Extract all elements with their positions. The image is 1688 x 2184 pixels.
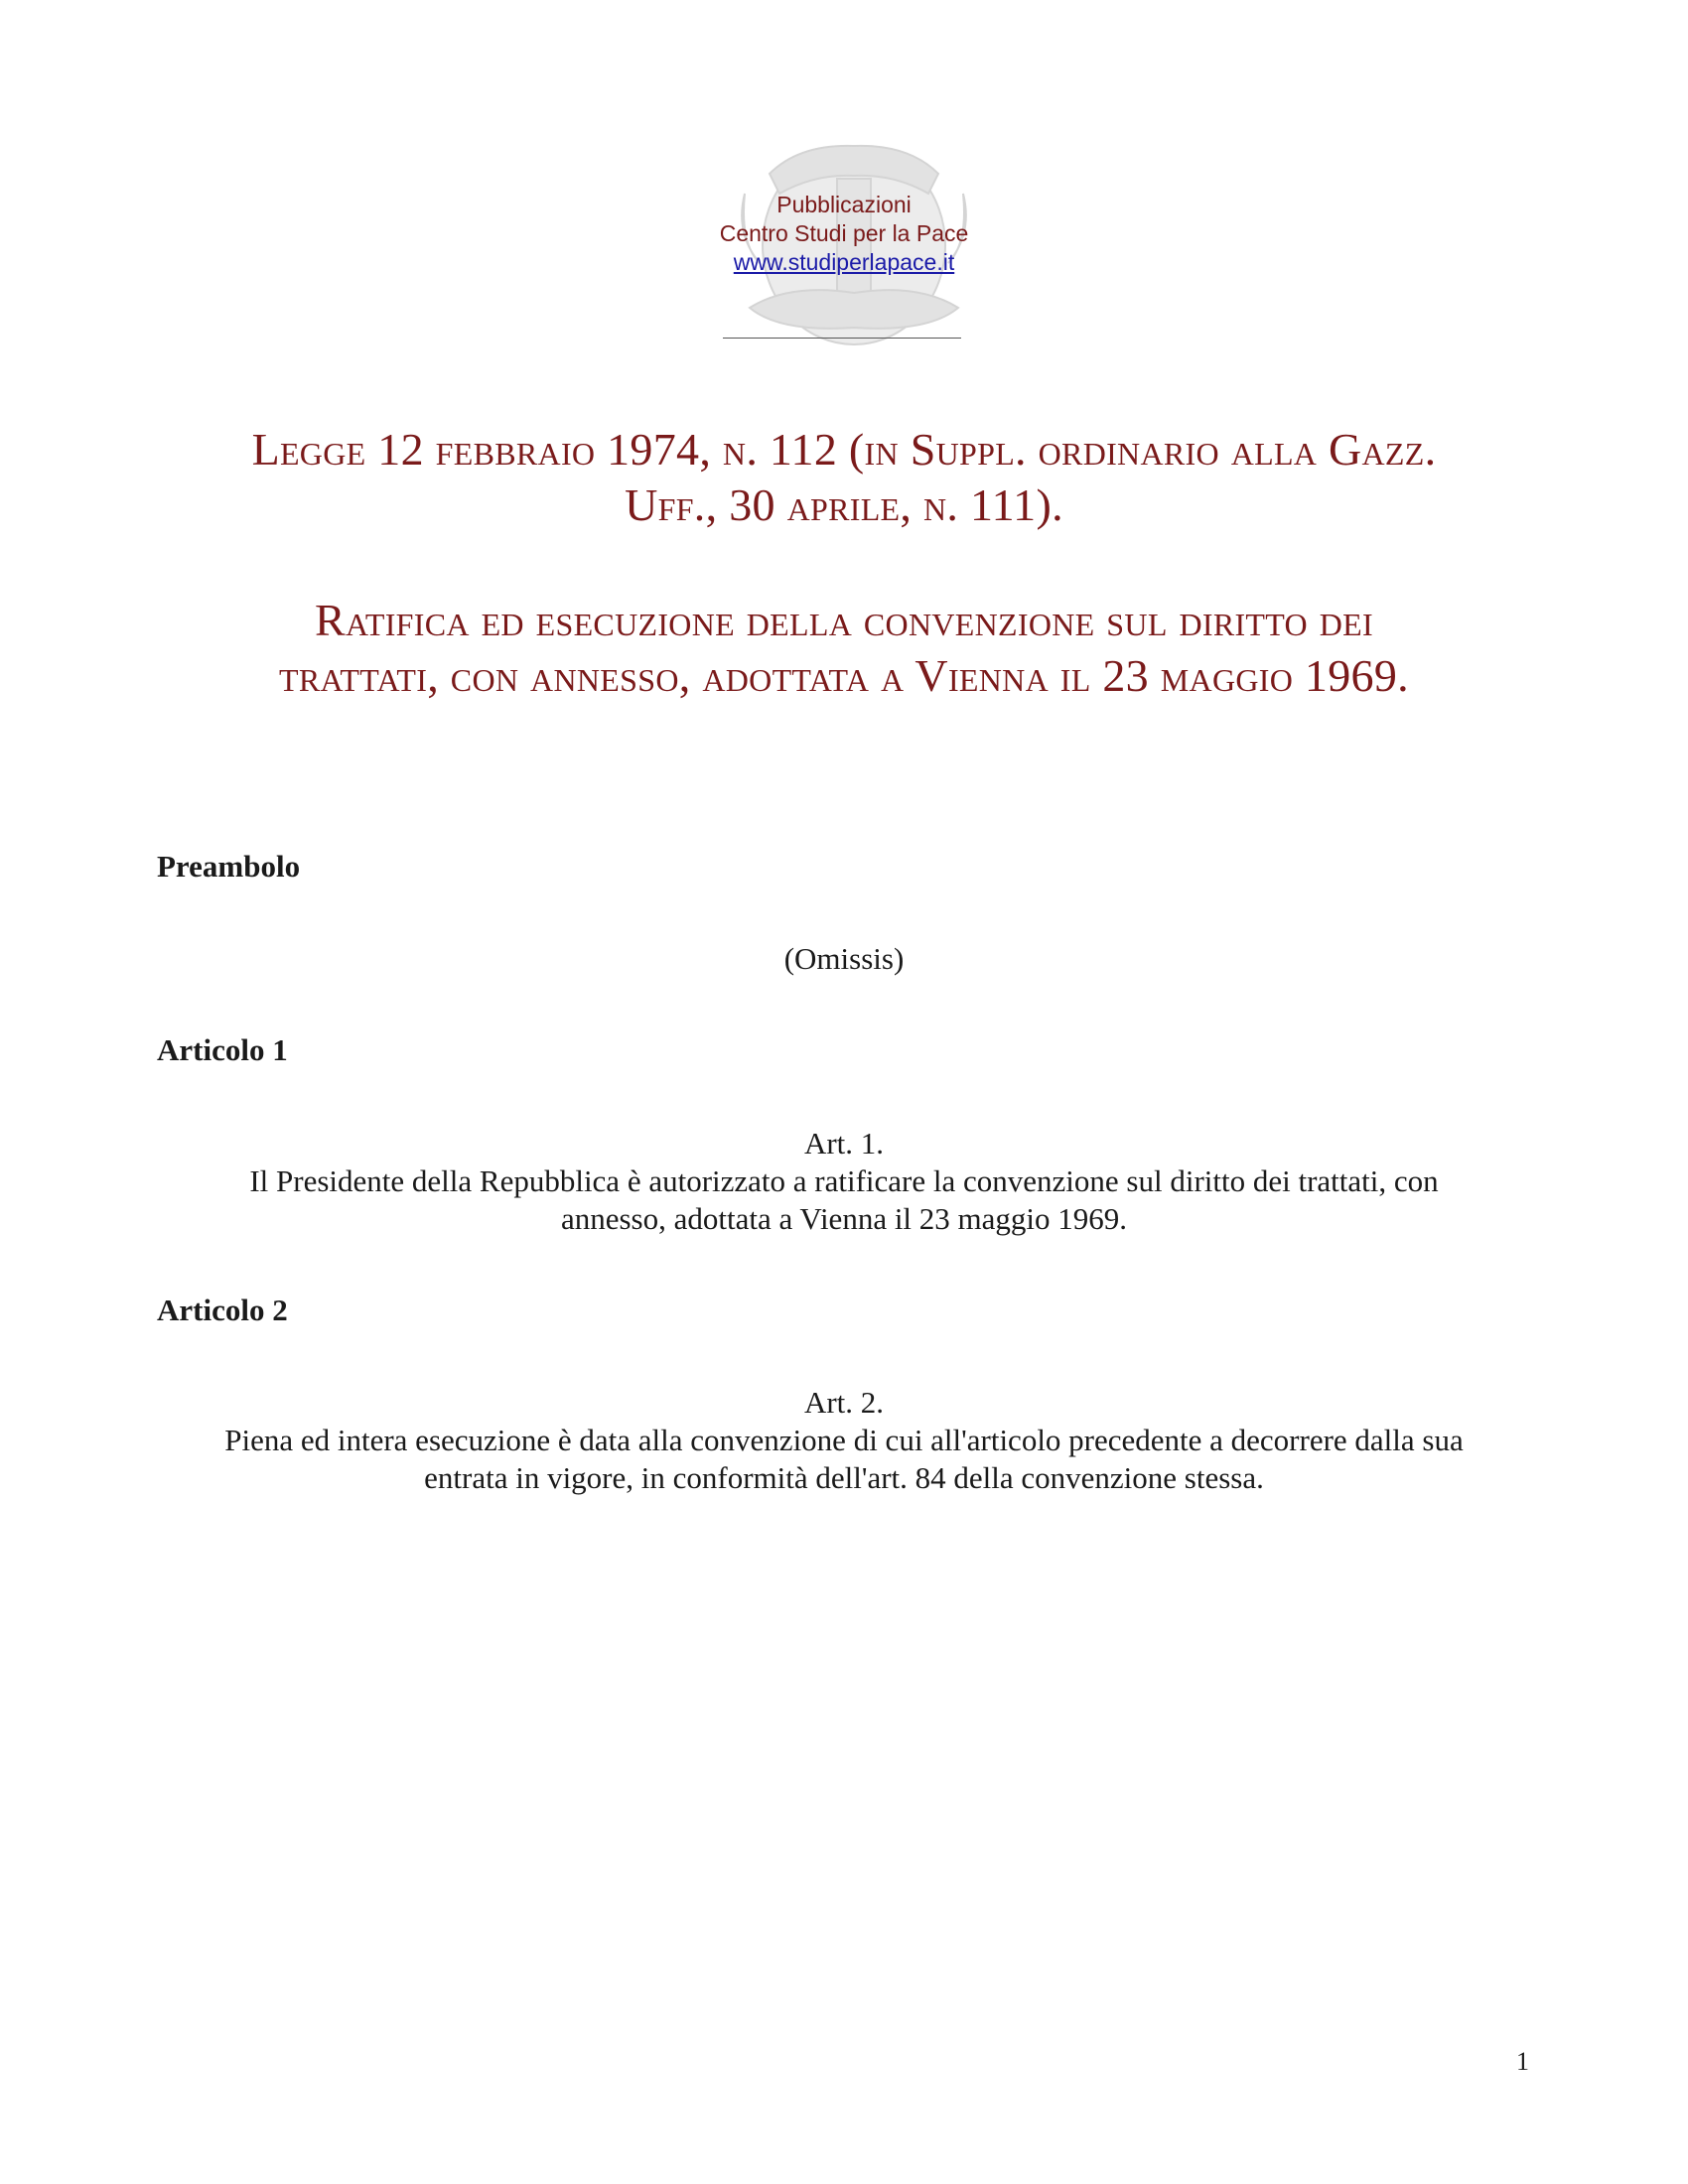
law-subtitle — [149, 593, 1539, 704]
law-title — [149, 422, 1539, 533]
articolo-2-label: Art. 2. — [803, 1385, 885, 1420]
website-link[interactable]: www.studiperlapace.it — [733, 249, 955, 275]
header-divider — [723, 338, 961, 339]
preambolo-body: (Omissis) — [783, 941, 905, 976]
law-subtitle-line-2: trattati, con annesso, adottata a Vienna il 23 maggio 1969. — [279, 650, 1409, 701]
header-line-pubblicazioni: Pubblicazioni — [776, 192, 912, 217]
articolo-1-text-line-2: annesso, adottata a Vienna il 23 maggio 1969. — [560, 1201, 1128, 1236]
page-number: 1 — [1516, 2047, 1529, 2076]
articolo-2-text-line-2: entrata in vigore, in conformità dell'art. 84 della convenzione stessa. — [424, 1460, 1264, 1495]
articolo-1-text-line-1: Il Presidente della Repubblica è autorizzato a ratificare la convenzione sul diritto dei trattati, con — [249, 1163, 1439, 1198]
publication-header — [546, 191, 1142, 277]
articolo-1-heading: Articolo 1 — [157, 1032, 288, 1067]
preambolo-heading: Preambolo — [157, 849, 301, 884]
law-subtitle-line-1: Ratifica ed esecuzione della convenzione sul diritto dei — [315, 595, 1373, 645]
header-line-centro-studi: Centro Studi per la Pace — [719, 220, 969, 246]
articolo-2-text-line-1: Piena ed intera esecuzione è data alla convenzione di cui all'articolo precedente a decorrere dalla sua — [224, 1423, 1464, 1457]
law-title-line-1: Legge 12 febbraio 1974, n. 112 (in Suppl. ordinario alla Gazz. — [251, 424, 1437, 475]
articolo-2-heading: Articolo 2 — [157, 1293, 288, 1327]
law-title-line-2: Uff., 30 aprile, n. 111). — [625, 479, 1063, 530]
articolo-1-body — [149, 1125, 1539, 1238]
articolo-2-body — [149, 1384, 1539, 1497]
articolo-1-label: Art. 1. — [803, 1126, 885, 1160]
